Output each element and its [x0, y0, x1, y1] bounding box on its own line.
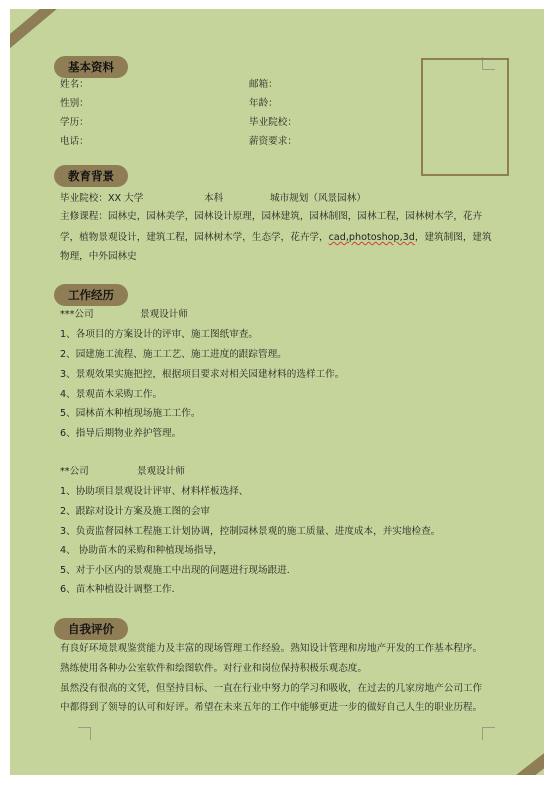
job1-duty: 2、园建施工流程、施工工艺、施工进度的跟踪管理。	[60, 349, 287, 360]
section-title-basic: 基本资料	[54, 56, 128, 78]
school-label: 毕业院校：	[249, 117, 297, 128]
crop-mark	[482, 727, 495, 740]
job2-duty: 3、负责监督园林工程施工计划协调，控制园林景观的施工质量、进度成本，并实地检查。	[60, 526, 441, 537]
education-degree: 本科	[204, 193, 224, 204]
courses-line-1: 主修课程：园林史，园林美学，园林设计原理，园林建筑，园林制图，园林工程，园林树木学，花卉	[60, 211, 483, 222]
job1-duty: 3、景观效果实施把控，根据项目要求对相关园建材料的选样工作。	[60, 369, 345, 380]
job1-duty: 4、景观苗木采购工作。	[60, 389, 163, 400]
education-label: 学历：	[60, 117, 89, 128]
job2-company: **公司	[60, 466, 89, 477]
job2-duty: 5、对于小区内的景观施工中出现的问题进行现场跟进．	[60, 565, 297, 576]
resume-page	[10, 9, 544, 775]
corner-ribbon-top-left	[10, 9, 63, 62]
job2-duty: 1、协助项目景观设计评审、材料样板选择、	[60, 486, 249, 497]
job1-duty: 5、园林苗木种植现场施工工作。	[60, 408, 201, 419]
self-line-3: 虽然没有很高的文凭，但坚持目标、一直在行业中努力的学习和吸收，在过去的几家房地产公司工作	[60, 683, 483, 694]
self-line-1: 有良好环境景观鉴赏能力及丰富的现场管理工作经验。熟知设计管理和房地产开发的工作基本程序。	[60, 643, 483, 654]
self-line-2: 熟练使用各种办公室软件和绘图软件。对行业和岗位保持积极乐观态度。	[60, 663, 367, 674]
photo-frame	[421, 58, 509, 176]
crop-mark	[78, 727, 91, 740]
salary-label: 薪资要求：	[249, 136, 297, 147]
job1-duty: 1、各项目的方案设计的评审、施工图纸审查。	[60, 329, 258, 340]
email-label: 邮箱：	[249, 79, 278, 90]
section-title-work: 工作经历	[54, 284, 128, 306]
courses-line-3: 物理，中外园林史	[60, 251, 137, 262]
education-major: 城市规划（风景园林）	[270, 193, 366, 204]
courses-line-2: 学，植物景观设计，建筑工程，园林树木学，生态学，花卉学，cad,photoshop,3d，建筑制图，建筑	[60, 232, 492, 243]
section-title-education: 教育背景	[54, 165, 128, 187]
corner-ribbon-bottom-right	[494, 718, 544, 775]
name-label: 姓名：	[60, 79, 89, 90]
job2-duty: 4、 协助苗木的采购和种植现场指导，	[60, 545, 223, 556]
education-school: 毕业院校：XX 大学	[60, 193, 144, 204]
age-label: 年龄：	[249, 98, 278, 109]
job1-duty: 6、指导后期物业养护管理。	[60, 428, 182, 439]
job2-position: 景观设计师	[137, 466, 185, 477]
job1-company: ***公司	[60, 309, 94, 320]
job1-position: 景观设计师	[140, 309, 188, 320]
gender-label: 性别：	[60, 98, 89, 109]
job2-duty: 2、跟踪对设计方案及施工图的会审	[60, 506, 211, 517]
section-title-self: 自我评价	[54, 618, 128, 640]
phone-label: 电话：	[60, 136, 89, 147]
job2-duty: 6、苗木种植设计调整工作．	[60, 584, 182, 595]
self-line-4: 中都得到了领导的认可和好评。希望在未来五年的工作中能够更进一步的做好自己人生的职业历程。	[60, 702, 483, 713]
